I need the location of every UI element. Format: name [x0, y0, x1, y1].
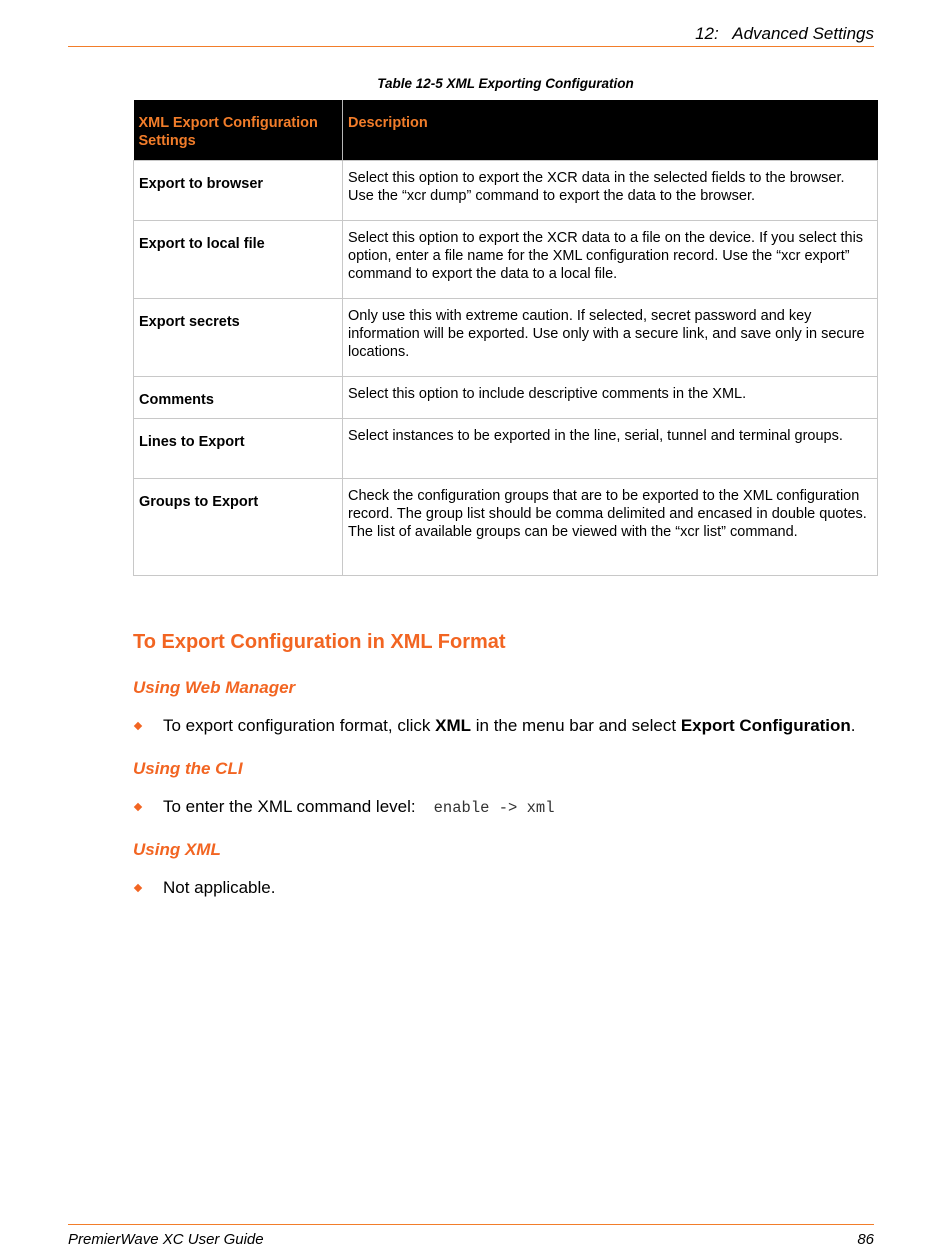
web-manager-heading: Using Web Manager	[133, 678, 296, 697]
xml-instruction: Not applicable.	[163, 878, 276, 897]
page-number: 86	[857, 1231, 874, 1248]
xml-export-table	[133, 100, 878, 576]
description-cell: Select this option to include descriptive comments in the XML.	[343, 377, 878, 419]
bullet-diamond-icon	[134, 803, 142, 811]
cli-instruction: To enter the XML command level: enable -> xml	[163, 797, 555, 817]
description-cell: Check the configuration groups that are to be exported to the XML configuration record. The group list should be comma delimited and encased in double quotes. The list of available groups can be viewed with the “xcr list” command.	[343, 479, 878, 576]
setting-cell: Groups to Export	[134, 479, 343, 576]
table-row	[134, 161, 878, 221]
description-cell: Select this option to export the XCR data to a file on the device. If you select this option, enter a file name for the XML configuration record. Use the “xcr export” command to export the data to a local file.	[343, 221, 878, 299]
setting-cell: Export to browser	[134, 161, 343, 221]
description-cell: Select instances to be exported in the line, serial, tunnel and terminal groups.	[343, 419, 878, 479]
setting-cell: Lines to Export	[134, 419, 343, 479]
table-row	[134, 419, 878, 479]
page-footer	[68, 1224, 874, 1248]
table-row	[134, 377, 878, 419]
cli-heading: Using the CLI	[133, 759, 243, 778]
table-row	[134, 299, 878, 377]
table-row	[134, 221, 878, 299]
table-header-row	[134, 100, 878, 161]
description-cell: Only use this with extreme caution. If selected, secret password and key information will be exported. Use only with a secure link, and save only in secure locations.	[343, 299, 878, 377]
guide-title: PremierWave XC User Guide	[68, 1231, 264, 1248]
page-header	[68, 24, 874, 47]
column-header-setting: XML Export Configuration Settings	[134, 100, 343, 161]
xml-heading: Using XML	[133, 840, 221, 859]
cli-command: enable -> xml	[433, 799, 555, 817]
column-header-description: Description	[343, 100, 878, 161]
web-manager-instruction: To export configuration format, click XML in the menu bar and select Export Configuration.	[163, 716, 856, 735]
description-cell: Select this option to export the XCR data in the selected fields to the browser. Use the “xcr dump” command to export the data to the browser.	[343, 161, 878, 221]
setting-cell: Export secrets	[134, 299, 343, 377]
bullet-diamond-icon	[134, 722, 142, 730]
bullet-diamond-icon	[134, 884, 142, 892]
setting-cell: Comments	[134, 377, 343, 419]
table-row	[134, 479, 878, 576]
setting-cell: Export to local file	[134, 221, 343, 299]
chapter-title: 12: Advanced Settings	[695, 24, 874, 43]
section-title: To Export Configuration in XML Format	[133, 631, 506, 653]
table-caption: Table 12-5 XML Exporting Configuration	[377, 76, 634, 91]
